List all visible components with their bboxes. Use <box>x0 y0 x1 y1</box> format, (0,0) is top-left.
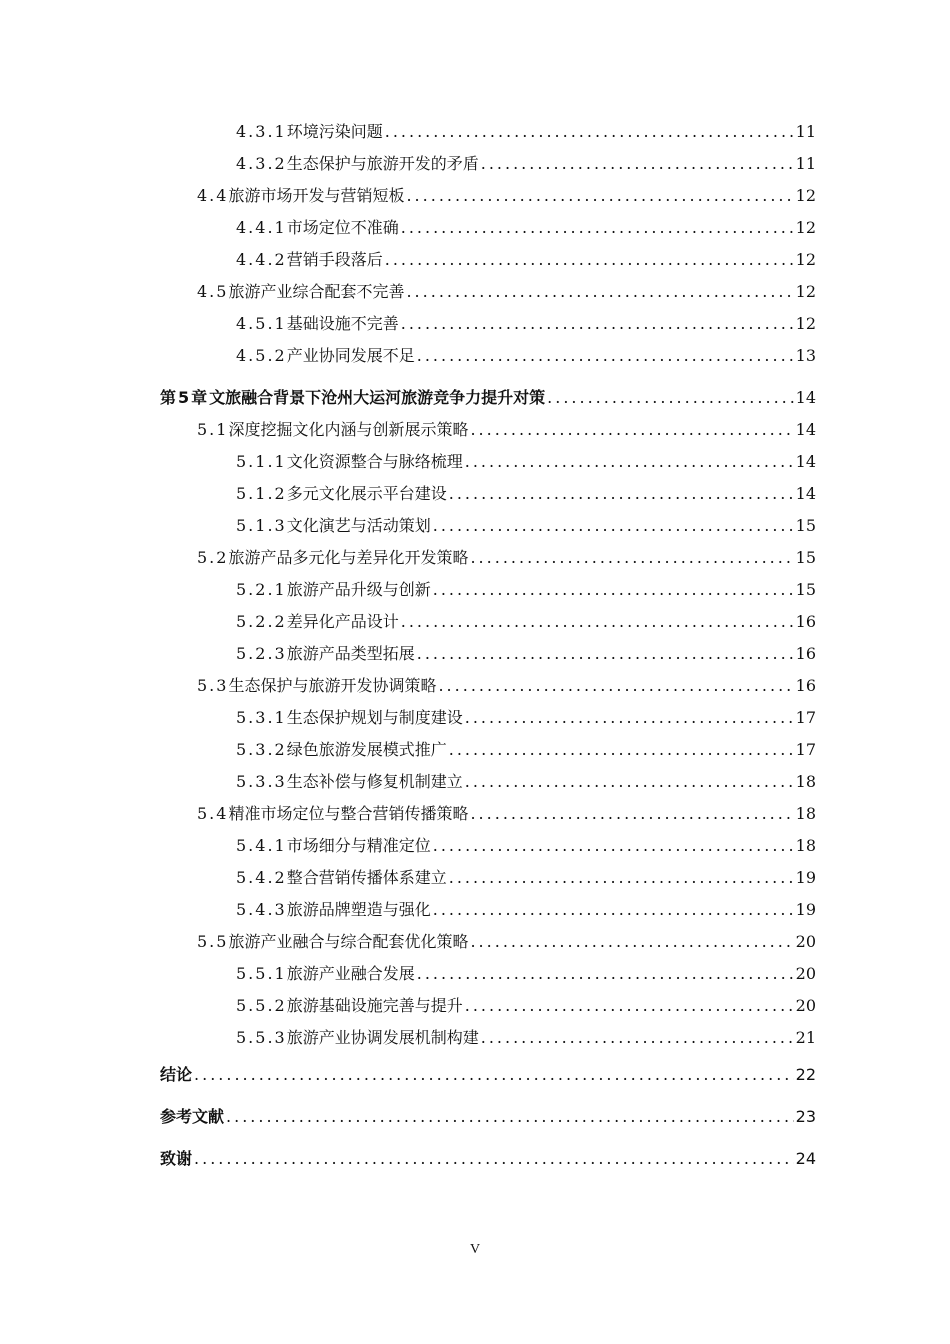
toc-dot-leader <box>449 734 794 766</box>
toc-entry-title: 旅游产业融合发展 <box>286 964 415 983</box>
toc-entry-page: 16 <box>795 676 816 695</box>
toc-dot-leader <box>470 926 793 958</box>
toc-entries <box>160 116 816 1054</box>
toc-subsection-entry[interactable] <box>160 894 816 926</box>
toc-entry-title: 旅游基础设施完善与提升 <box>286 996 463 1015</box>
toc-entry-number: 4.4 <box>197 186 229 205</box>
toc-entry-title: 文化演艺与活动策划 <box>286 516 431 535</box>
toc-section-entry[interactable] <box>160 180 816 212</box>
toc-dot-leader <box>449 862 794 894</box>
toc-entry-number: 5.1.1 <box>236 452 287 471</box>
toc-entry-number: 5.3 <box>197 676 229 695</box>
toc-entry-number: 4.4.2 <box>236 250 287 269</box>
toc-entry-title: 绿色旅游发展模式推广 <box>286 740 447 759</box>
toc-subsection-entry[interactable] <box>160 340 816 372</box>
toc-entry-title: 参考文献 <box>160 1107 225 1126</box>
toc-section-entry[interactable] <box>160 670 816 702</box>
toc-dot-leader <box>417 958 794 990</box>
toc-dot-leader <box>465 702 794 734</box>
toc-entry-number: 5.4.3 <box>236 900 287 919</box>
toc-subsection-entry[interactable] <box>160 308 816 340</box>
toc-subsection-entry[interactable] <box>160 990 816 1022</box>
toc-dot-leader <box>433 830 794 862</box>
toc-entry-title: 文旅融合背景下沧州大运河旅游竞争力提升对策 <box>209 388 546 407</box>
toc-entry-page: 14 <box>795 388 816 407</box>
toc-major-entries <box>160 1054 816 1180</box>
toc-subsection-entry[interactable] <box>160 1022 816 1054</box>
toc-dot-leader <box>406 276 793 308</box>
toc-entry-number: 5.1.3 <box>236 516 287 535</box>
toc-entry-number: 5.4.2 <box>236 868 287 887</box>
toc-dot-leader <box>401 212 794 244</box>
toc-dot-leader <box>401 308 794 340</box>
toc-dot-leader <box>465 990 794 1022</box>
toc-entry-page: 17 <box>795 740 816 759</box>
toc-dot-leader <box>547 382 793 414</box>
toc-entry-number: 5.3.3 <box>236 772 287 791</box>
toc-entry-number: 4.5 <box>197 282 229 301</box>
toc-dot-leader <box>449 478 794 510</box>
toc-entry-number: 4.5.1 <box>236 314 287 333</box>
toc-dot-leader <box>438 670 793 702</box>
toc-subsection-entry[interactable] <box>160 510 816 542</box>
toc-section-entry[interactable] <box>160 798 816 830</box>
toc-dot-leader <box>401 606 794 638</box>
toc-dot-leader <box>470 542 793 574</box>
toc-entry-number: 5.2 <box>197 548 229 567</box>
toc-entry-number: 5.1 <box>197 420 229 439</box>
toc-entry-page: 21 <box>795 1028 816 1047</box>
table-of-contents <box>160 116 816 1180</box>
toc-subsection-entry[interactable] <box>160 830 816 862</box>
toc-subsection-entry[interactable] <box>160 862 816 894</box>
toc-subsection-entry[interactable] <box>160 574 816 606</box>
toc-subsection-entry[interactable] <box>160 958 816 990</box>
toc-entry-title: 旅游产品多元化与差异化开发策略 <box>228 548 469 567</box>
toc-entry-page: 14 <box>795 420 816 439</box>
toc-dot-leader <box>465 446 794 478</box>
toc-entry-number: 4.3.2 <box>236 154 287 173</box>
toc-entry-page: 15 <box>795 516 816 535</box>
toc-subsection-entry[interactable] <box>160 606 816 638</box>
toc-entry-page: 12 <box>795 250 816 269</box>
toc-entry-page: 20 <box>795 964 816 983</box>
toc-entry-page: 18 <box>795 804 816 823</box>
toc-entry-page: 19 <box>795 900 816 919</box>
toc-entry-page: 17 <box>795 708 816 727</box>
toc-entry-number: 5.5.2 <box>236 996 287 1015</box>
toc-dot-leader <box>417 638 794 670</box>
toc-entry-number: 5.5 <box>197 932 229 951</box>
toc-entry-page: 15 <box>795 580 816 599</box>
toc-entry-title: 市场定位不准确 <box>286 218 399 237</box>
toc-entry-page: 13 <box>795 346 816 365</box>
toc-entry-number: 第5章 <box>160 388 210 407</box>
toc-section-entry[interactable] <box>160 276 816 308</box>
toc-dot-leader <box>406 180 793 212</box>
toc-subsection-entry[interactable] <box>160 148 816 180</box>
toc-subsection-entry[interactable] <box>160 734 816 766</box>
toc-entry-title: 环境污染问题 <box>286 122 383 141</box>
toc-entry-title: 结论 <box>160 1065 193 1084</box>
toc-entry-page: 12 <box>795 218 816 237</box>
toc-entry-number: 5.5.3 <box>236 1028 287 1047</box>
page-footer-number: V <box>469 1242 481 1257</box>
toc-entry-number: 4.4.1 <box>236 218 287 237</box>
toc-entry-number: 5.5.1 <box>236 964 287 983</box>
toc-entry-number: 5.3.1 <box>236 708 287 727</box>
toc-dot-leader <box>470 798 793 830</box>
toc-entry-page: 20 <box>795 932 816 951</box>
toc-entry-title: 生态补偿与修复机制建立 <box>286 772 463 791</box>
toc-entry-title: 差异化产品设计 <box>286 612 399 631</box>
toc-major-entry[interactable] <box>160 1096 816 1138</box>
toc-major-entry[interactable] <box>160 1054 816 1096</box>
toc-subsection-entry[interactable] <box>160 244 816 276</box>
toc-entry-page: 19 <box>795 868 816 887</box>
toc-dot-leader <box>481 1022 794 1054</box>
toc-entry-page: 12 <box>795 186 816 205</box>
toc-entry-title: 旅游品牌塑造与强化 <box>286 900 431 919</box>
toc-dot-leader <box>226 1096 794 1138</box>
toc-entry-number: 5.1.2 <box>236 484 287 503</box>
toc-entry-page: 12 <box>795 314 816 333</box>
toc-entry-title: 生态保护规划与制度建设 <box>286 708 463 727</box>
toc-entry-title: 致谢 <box>160 1149 193 1168</box>
toc-dot-leader <box>433 510 794 542</box>
toc-subsection-entry[interactable] <box>160 446 816 478</box>
toc-entry-title: 深度挖掘文化内涵与创新展示策略 <box>228 420 469 439</box>
toc-entry-title: 多元文化展示平台建设 <box>286 484 447 503</box>
toc-dot-leader <box>417 340 794 372</box>
toc-entry-page: 16 <box>795 644 816 663</box>
toc-dot-leader <box>194 1054 794 1096</box>
toc-entry-page: 14 <box>795 452 816 471</box>
toc-dot-leader <box>433 894 794 926</box>
toc-entry-page: 16 <box>795 612 816 631</box>
toc-entry-page: 24 <box>795 1149 816 1168</box>
toc-subsection-entry[interactable] <box>160 638 816 670</box>
toc-entry-title: 旅游产业协调发展机制构建 <box>286 1028 479 1047</box>
toc-entry-page: 12 <box>795 282 816 301</box>
toc-entry-title: 旅游产品类型拓展 <box>286 644 415 663</box>
toc-entry-page: 20 <box>795 996 816 1015</box>
toc-entry-number: 5.4 <box>197 804 229 823</box>
toc-entry-title: 基础设施不完善 <box>286 314 399 333</box>
toc-entry-title: 产业协同发展不足 <box>286 346 415 365</box>
toc-entry-number: 4.5.2 <box>236 346 287 365</box>
toc-entry-number: 5.2.1 <box>236 580 287 599</box>
toc-entry-title: 旅游市场开发与营销短板 <box>228 186 405 205</box>
toc-entry-number: 4.3.1 <box>236 122 287 141</box>
toc-dot-leader <box>465 766 794 798</box>
toc-entry-title: 营销手段落后 <box>286 250 383 269</box>
toc-dot-leader <box>433 574 794 606</box>
toc-entry-title: 文化资源整合与脉络梳理 <box>286 452 463 471</box>
toc-entry-page: 11 <box>795 154 816 173</box>
toc-subsection-entry[interactable] <box>160 702 816 734</box>
toc-entry-title: 旅游产业综合配套不完善 <box>228 282 405 301</box>
toc-entry-number: 5.4.1 <box>236 836 287 855</box>
toc-dot-leader <box>481 148 794 180</box>
toc-section-entry[interactable] <box>160 542 816 574</box>
toc-entry-page: 22 <box>795 1065 816 1084</box>
toc-dot-leader <box>385 244 794 276</box>
toc-entry-title: 整合营销传播体系建立 <box>286 868 447 887</box>
toc-entry-number: 5.3.2 <box>236 740 287 759</box>
toc-subsection-entry[interactable] <box>160 478 816 510</box>
toc-major-entry[interactable] <box>160 1138 816 1180</box>
toc-entry-title: 旅游产品升级与创新 <box>286 580 431 599</box>
toc-dot-leader <box>385 116 794 148</box>
toc-entry-title: 市场细分与精准定位 <box>286 836 431 855</box>
toc-dot-leader <box>470 414 793 446</box>
toc-entry-page: 14 <box>795 484 816 503</box>
toc-chapter-entry[interactable] <box>160 382 816 414</box>
toc-entry-page: 15 <box>795 548 816 567</box>
toc-entry-title: 精准市场定位与整合营销传播策略 <box>228 804 469 823</box>
toc-entry-number: 5.2.3 <box>236 644 287 663</box>
toc-entry-title: 生态保护与旅游开发协调策略 <box>228 676 437 695</box>
toc-section-entry[interactable] <box>160 414 816 446</box>
toc-entry-title: 旅游产业融合与综合配套优化策略 <box>228 932 469 951</box>
toc-dot-leader <box>194 1138 794 1180</box>
toc-entry-page: 11 <box>795 122 816 141</box>
toc-subsection-entry[interactable] <box>160 116 816 148</box>
toc-entry-page: 18 <box>795 836 816 855</box>
toc-entry-title: 生态保护与旅游开发的矛盾 <box>286 154 479 173</box>
toc-subsection-entry[interactable] <box>160 212 816 244</box>
toc-entry-page: 18 <box>795 772 816 791</box>
toc-section-entry[interactable] <box>160 926 816 958</box>
toc-subsection-entry[interactable] <box>160 766 816 798</box>
toc-entry-page: 23 <box>795 1107 816 1126</box>
toc-entry-number: 5.2.2 <box>236 612 287 631</box>
